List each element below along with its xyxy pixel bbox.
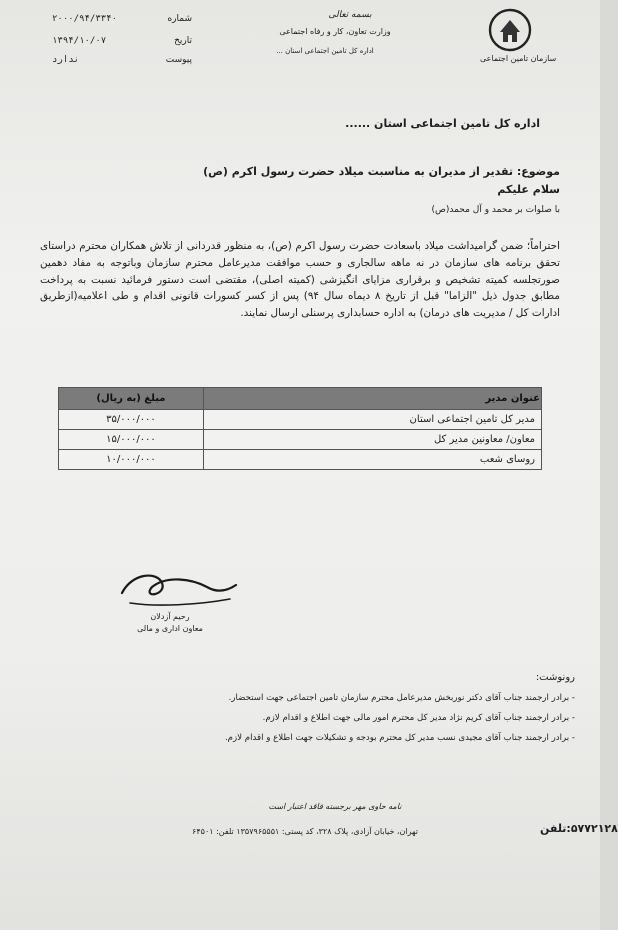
letter-body: احتراماً؛ ضمن گرامیداشت میلاد باسعادت حضرت رسول اکرم (ص)، به منظور قدردانی از تلاش همکاران محترم دراستای تحقق برنامه های سازمان در نه ماهه سالجاری و حسب موافقت مدیرعامل محترم سازمان وباتوجه به مفاد دهمین صورتجلسه کمیته تشخیص و برقراری مزایای انگیزشی (کمیته اصلی)، مقتضی است دستور فرمائید نسبت به پرداخت مطابق جدول ذیل "الزاما" قبل از تاریخ ۸ دیماه سال ۹۴) پس از کسر کسورات قانونی اقدام و طی اعلامیه(ازطریق ادارات کل / مدیریت های درمان) به اداره حسابداری پرسنلی ارسال نمایند. bbox=[40, 240, 561, 320]
header-amount: مبلغ (به ریال) bbox=[59, 388, 204, 410]
ministry-name: وزارت تعاون، کار و رفاه اجتماعی bbox=[279, 27, 391, 36]
row-title: معاون/ معاونین مدیر کل bbox=[203, 430, 541, 450]
row-amount: ۱۵/۰۰۰/۰۰۰ bbox=[59, 430, 204, 450]
org-name: سازمان تامین اجتماعی bbox=[480, 54, 557, 63]
meta-attachment-value: ندارد bbox=[52, 55, 80, 65]
org-logo bbox=[480, 8, 557, 63]
row-amount: ۳۵/۰۰۰/۰۰۰ bbox=[59, 410, 204, 430]
row-title: مدیر کل تامین اجتماعی استان bbox=[203, 410, 541, 430]
meta-attachment-label: پیوست bbox=[165, 55, 192, 65]
subject: موضوع: تقدیر از مدیران به مناسبت میلاد حضرت رسول اکرم (ص) bbox=[203, 165, 560, 178]
signatory-name: رحیم آزدلان bbox=[150, 612, 190, 621]
signature-scribble-icon bbox=[112, 565, 242, 615]
cc-heading: رونوشت: bbox=[535, 672, 575, 683]
social-security-logo-icon bbox=[488, 8, 532, 52]
recipient: اداره کل تامین اجتماعی استان ...... bbox=[345, 117, 540, 130]
bismillah: بسمه تعالی bbox=[328, 10, 372, 20]
cc-item: - برادر ارجمند جناب آقای کریم نژاد مدیر کل محترم امور مالی جهت اطلاع و اقدام لازم. bbox=[262, 713, 575, 723]
table-row bbox=[59, 410, 542, 430]
footer-address: تهران، خیابان آزادی، پلاک ۳۲۸، کد پستی: ۱۳۵۷۹۶۵۵۵۱ تلفن: ۶۴۵۰۱ bbox=[192, 827, 418, 836]
greeting: سلام علیکم bbox=[497, 183, 560, 196]
signatory-role: معاون اداری و مالی bbox=[137, 624, 203, 633]
meta-number-label: شماره bbox=[167, 14, 192, 24]
table-header-row bbox=[59, 388, 542, 410]
table-row bbox=[59, 430, 542, 450]
meta-date-label: تاریخ bbox=[174, 36, 192, 46]
ministry-sub: اداره کل تامین اجتماعی استان ... bbox=[276, 47, 374, 55]
footer-phone: ۵۷۷۲۱۲۸:تلفن bbox=[540, 822, 618, 835]
reward-table bbox=[58, 387, 542, 470]
cc-item: - برادر ارجمند جناب آقای مجیدی نسب مدیر کل محترم بودجه و تشکیلات جهت اطلاع و اقدام لازم. bbox=[224, 733, 575, 743]
row-title: روسای شعب bbox=[203, 450, 541, 470]
salawat: با صلوات بر محمد و آل محمد(ص) bbox=[431, 205, 560, 215]
meta-date-value: ۱۳۹۴/۱۰/۰۷ bbox=[52, 36, 107, 46]
meta-number-value: ۲۰۰۰/۹۴/۳۳۴۰ bbox=[52, 14, 118, 24]
cc-item: - برادر ارجمند جناب آقای دکتر نوربخش مدیرعامل محترم سازمان تامین اجتماعی جهت استحضار. bbox=[228, 693, 575, 703]
footer-note: نامه حاوی مهر برجسته فاقد اعتبار است bbox=[268, 802, 402, 811]
row-amount: ۱۰/۰۰۰/۰۰۰ bbox=[59, 450, 204, 470]
table-row bbox=[59, 450, 542, 470]
header-title: عنوان مدیر bbox=[203, 388, 541, 410]
